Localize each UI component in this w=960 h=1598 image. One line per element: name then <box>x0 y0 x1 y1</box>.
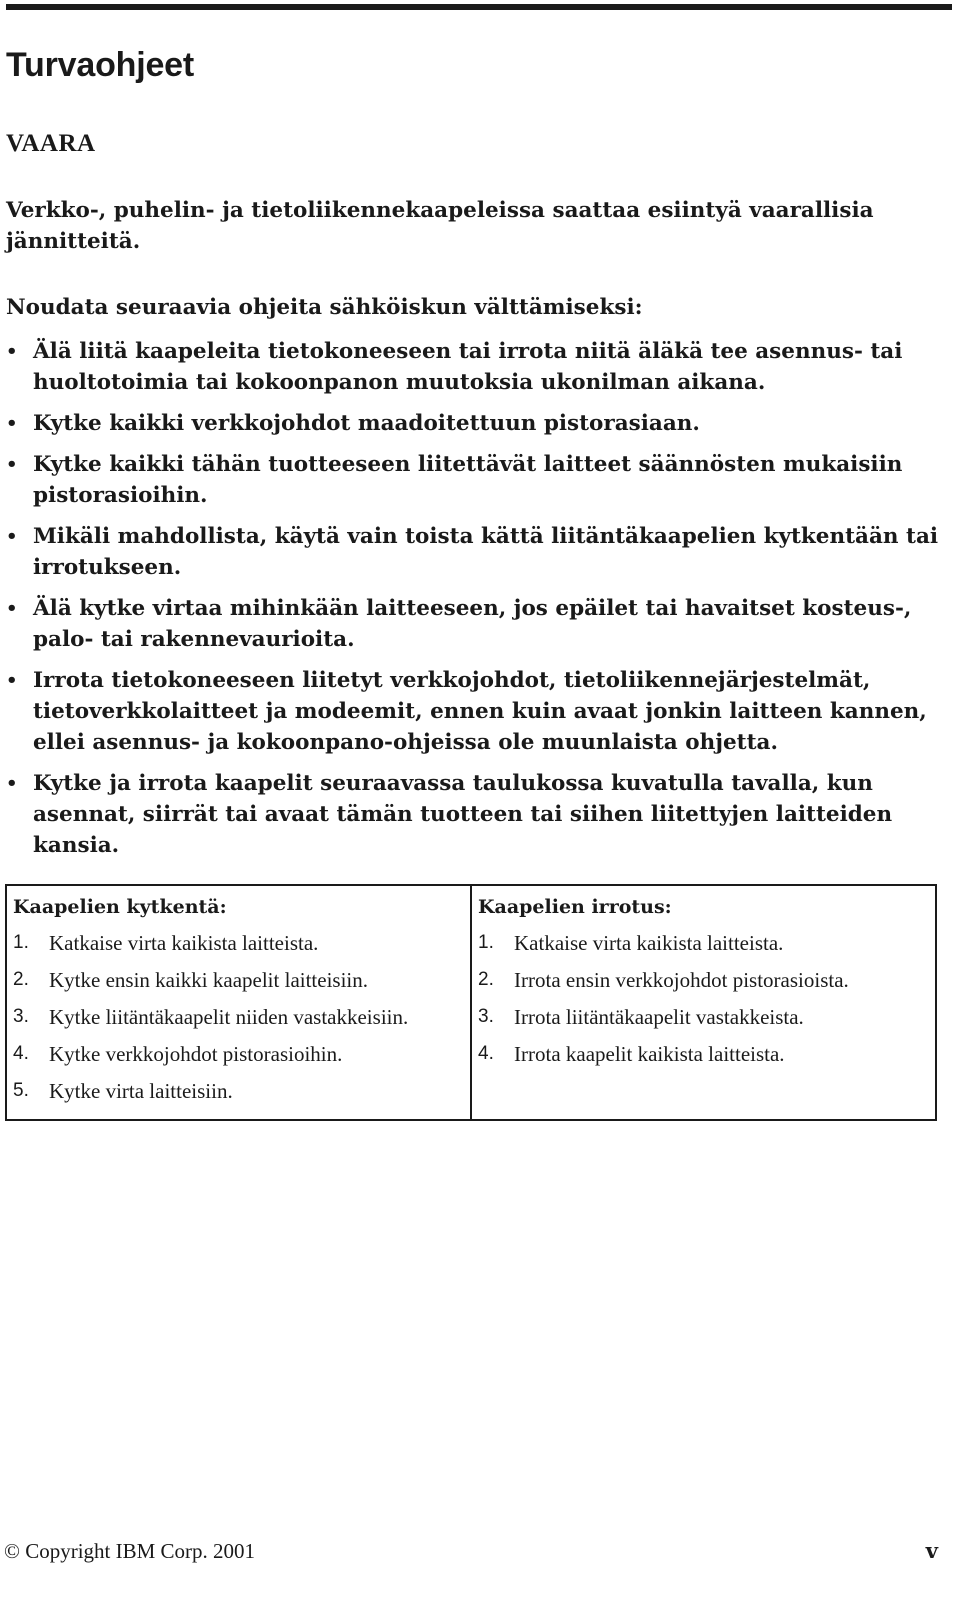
list-item-text: Kytke kaikki tähän tuotteeseen liitettävät laitteet säännösten mukaisiin pistorasioihin. <box>33 452 903 508</box>
step-number: 3. <box>13 1006 29 1027</box>
list-item <box>6 593 946 655</box>
connect-heading: Kaapelien kytkentä: <box>13 896 227 918</box>
bullet-icon: • <box>6 670 18 691</box>
table-row <box>6 885 936 1120</box>
bullet-icon: • <box>6 413 18 434</box>
step-text: Kytke virta laitteisiin. <box>49 1079 233 1103</box>
step-text: Kytke verkkojohdot pistorasioihin. <box>49 1042 343 1066</box>
disconnect-heading: Kaapelien irrotus: <box>478 896 672 918</box>
step-text: Kytke liitäntäkaapelit niiden vastakkeisiin. <box>49 1005 409 1029</box>
step-number: 4. <box>478 1043 494 1064</box>
bullet-icon: • <box>6 773 18 794</box>
list-item <box>6 408 946 439</box>
list-item <box>478 928 929 958</box>
top-rule <box>6 4 952 10</box>
list-item <box>13 1039 464 1069</box>
bullet-icon: • <box>6 598 18 619</box>
list-item <box>13 1002 464 1032</box>
step-text: Kytke ensin kaikki kaapelit laitteisiin. <box>49 968 369 992</box>
list-item <box>6 336 946 398</box>
page-title: Turvaohjeet <box>6 46 194 84</box>
list-item-text: Kytke kaikki verkkojohdot maadoitettuun pistorasiaan. <box>33 411 700 436</box>
bullet-icon: • <box>6 341 18 362</box>
step-text: Katkaise virta kaikista laitteista. <box>49 931 319 955</box>
danger-label: VAARA <box>6 130 96 157</box>
step-number: 3. <box>478 1006 494 1027</box>
step-number: 1. <box>13 932 29 953</box>
step-number: 4. <box>13 1043 29 1064</box>
list-item <box>6 449 946 511</box>
list-item <box>6 768 946 861</box>
list-item-text: Älä kytke virtaa mihinkään laitteeseen, jos epäilet tai havaitset kosteus-, palo- tai rakennevaurioita. <box>33 596 912 652</box>
list-item <box>13 1076 464 1106</box>
connect-column <box>6 885 471 1120</box>
safety-list <box>6 336 946 871</box>
cable-steps-table <box>5 884 937 1121</box>
page-number: v <box>925 1538 938 1563</box>
list-item <box>6 521 946 583</box>
step-number: 5. <box>13 1080 29 1101</box>
list-item <box>478 965 929 995</box>
copyright-notice: © Copyright IBM Corp. 2001 <box>4 1539 256 1563</box>
list-item-text: Älä liitä kaapeleita tietokoneeseen tai irrota niitä äläkä tee asennus- tai huoltotoimia tai kokoonpanon muutoksia ukonilman aikana. <box>33 339 903 395</box>
bullet-icon: • <box>6 526 18 547</box>
connect-steps <box>13 928 464 1106</box>
step-text: Irrota liitäntäkaapelit vastakkeista. <box>514 1005 804 1029</box>
instructions-lead: Noudata seuraavia ohjeita sähköiskun välttämiseksi: <box>6 295 643 320</box>
list-item <box>478 1039 929 1069</box>
list-item <box>13 928 464 958</box>
step-number: 1. <box>478 932 494 953</box>
disconnect-steps <box>478 928 929 1069</box>
step-text: Irrota ensin verkkojohdot pistorasioista. <box>514 968 849 992</box>
step-text: Katkaise virta kaikista laitteista. <box>514 931 784 955</box>
step-number: 2. <box>13 969 29 990</box>
step-text: Irrota kaapelit kaikista laitteista. <box>514 1042 785 1066</box>
bullet-icon: • <box>6 454 18 475</box>
step-number: 2. <box>478 969 494 990</box>
danger-intro: Verkko-, puhelin- ja tietoliikennekaapeleissa saattaa esiintyä vaarallisia jännitteitä. <box>6 198 874 254</box>
list-item-text: Irrota tietokoneeseen liitetyt verkkojohdot, tietoliikennejärjestelmät, tietoverkkolaitteet ja modeemit, ennen kuin avaat jonkin laitteen kannen, ellei asennus- ja kokoonpano-ohjeissa ole muunlaista ohjetta. <box>33 668 927 755</box>
list-item <box>6 665 946 758</box>
list-item-text: Kytke ja irrota kaapelit seuraavassa taulukossa kuvatulla tavalla, kun asennat, siirrät tai avaat tämän tuotteen tai siihen liitettyjen laitteiden kansia. <box>33 771 893 858</box>
list-item <box>13 965 464 995</box>
disconnect-column <box>471 885 936 1120</box>
list-item-text: Mikäli mahdollista, käytä vain toista kättä liitäntäkaapelien kytkentään tai irrotukseen. <box>33 524 939 580</box>
list-item <box>478 1002 929 1032</box>
